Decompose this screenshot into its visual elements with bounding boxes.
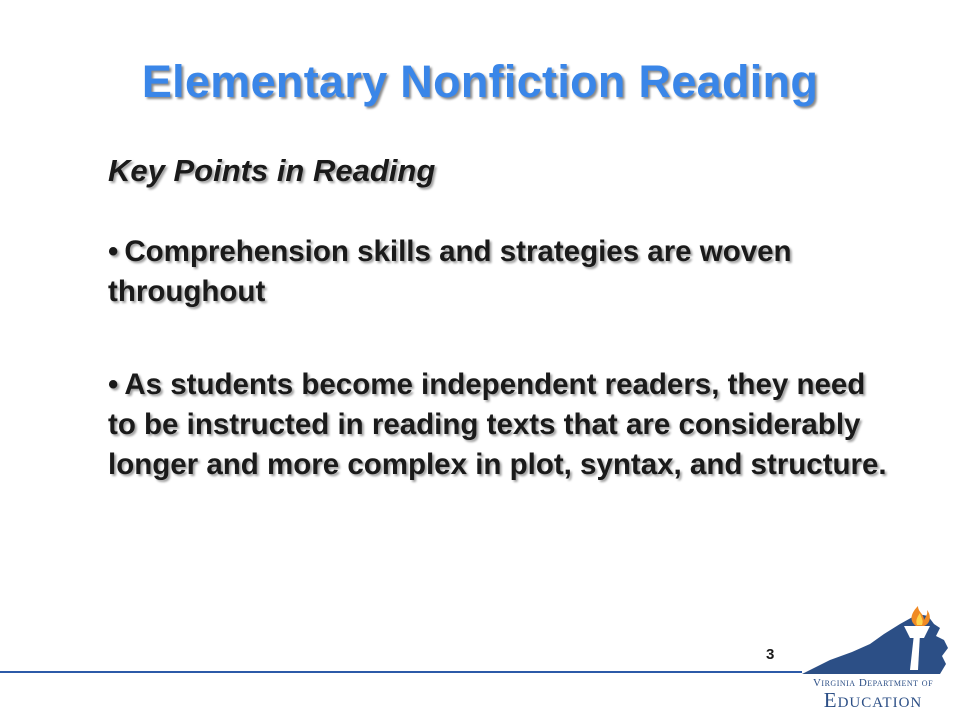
page-number: 3 [766,646,775,663]
bullet-marker: • [108,368,119,401]
bullet-item [108,365,898,485]
slide-subtitle: Key Points in Reading [108,153,436,188]
logo-text-line1: Virginia Department of [812,677,934,689]
bullet-item [108,232,898,312]
virginia-state-torch-icon [800,604,950,676]
logo-text-line2: Education [823,688,923,712]
footer-rule [0,671,802,673]
bullet-list [108,232,898,538]
bullet-marker: • [108,235,119,268]
vdoe-logo [800,604,950,712]
bullet-text: As students become independent readers, they need to be instructed in reading texts that are considerably longer and more complex in plot, syntax, and structure. [108,368,887,481]
slide-title: Elementary Nonfiction Reading [141,56,819,107]
bullet-text: Comprehension skills and strategies are woven throughout [108,235,792,308]
